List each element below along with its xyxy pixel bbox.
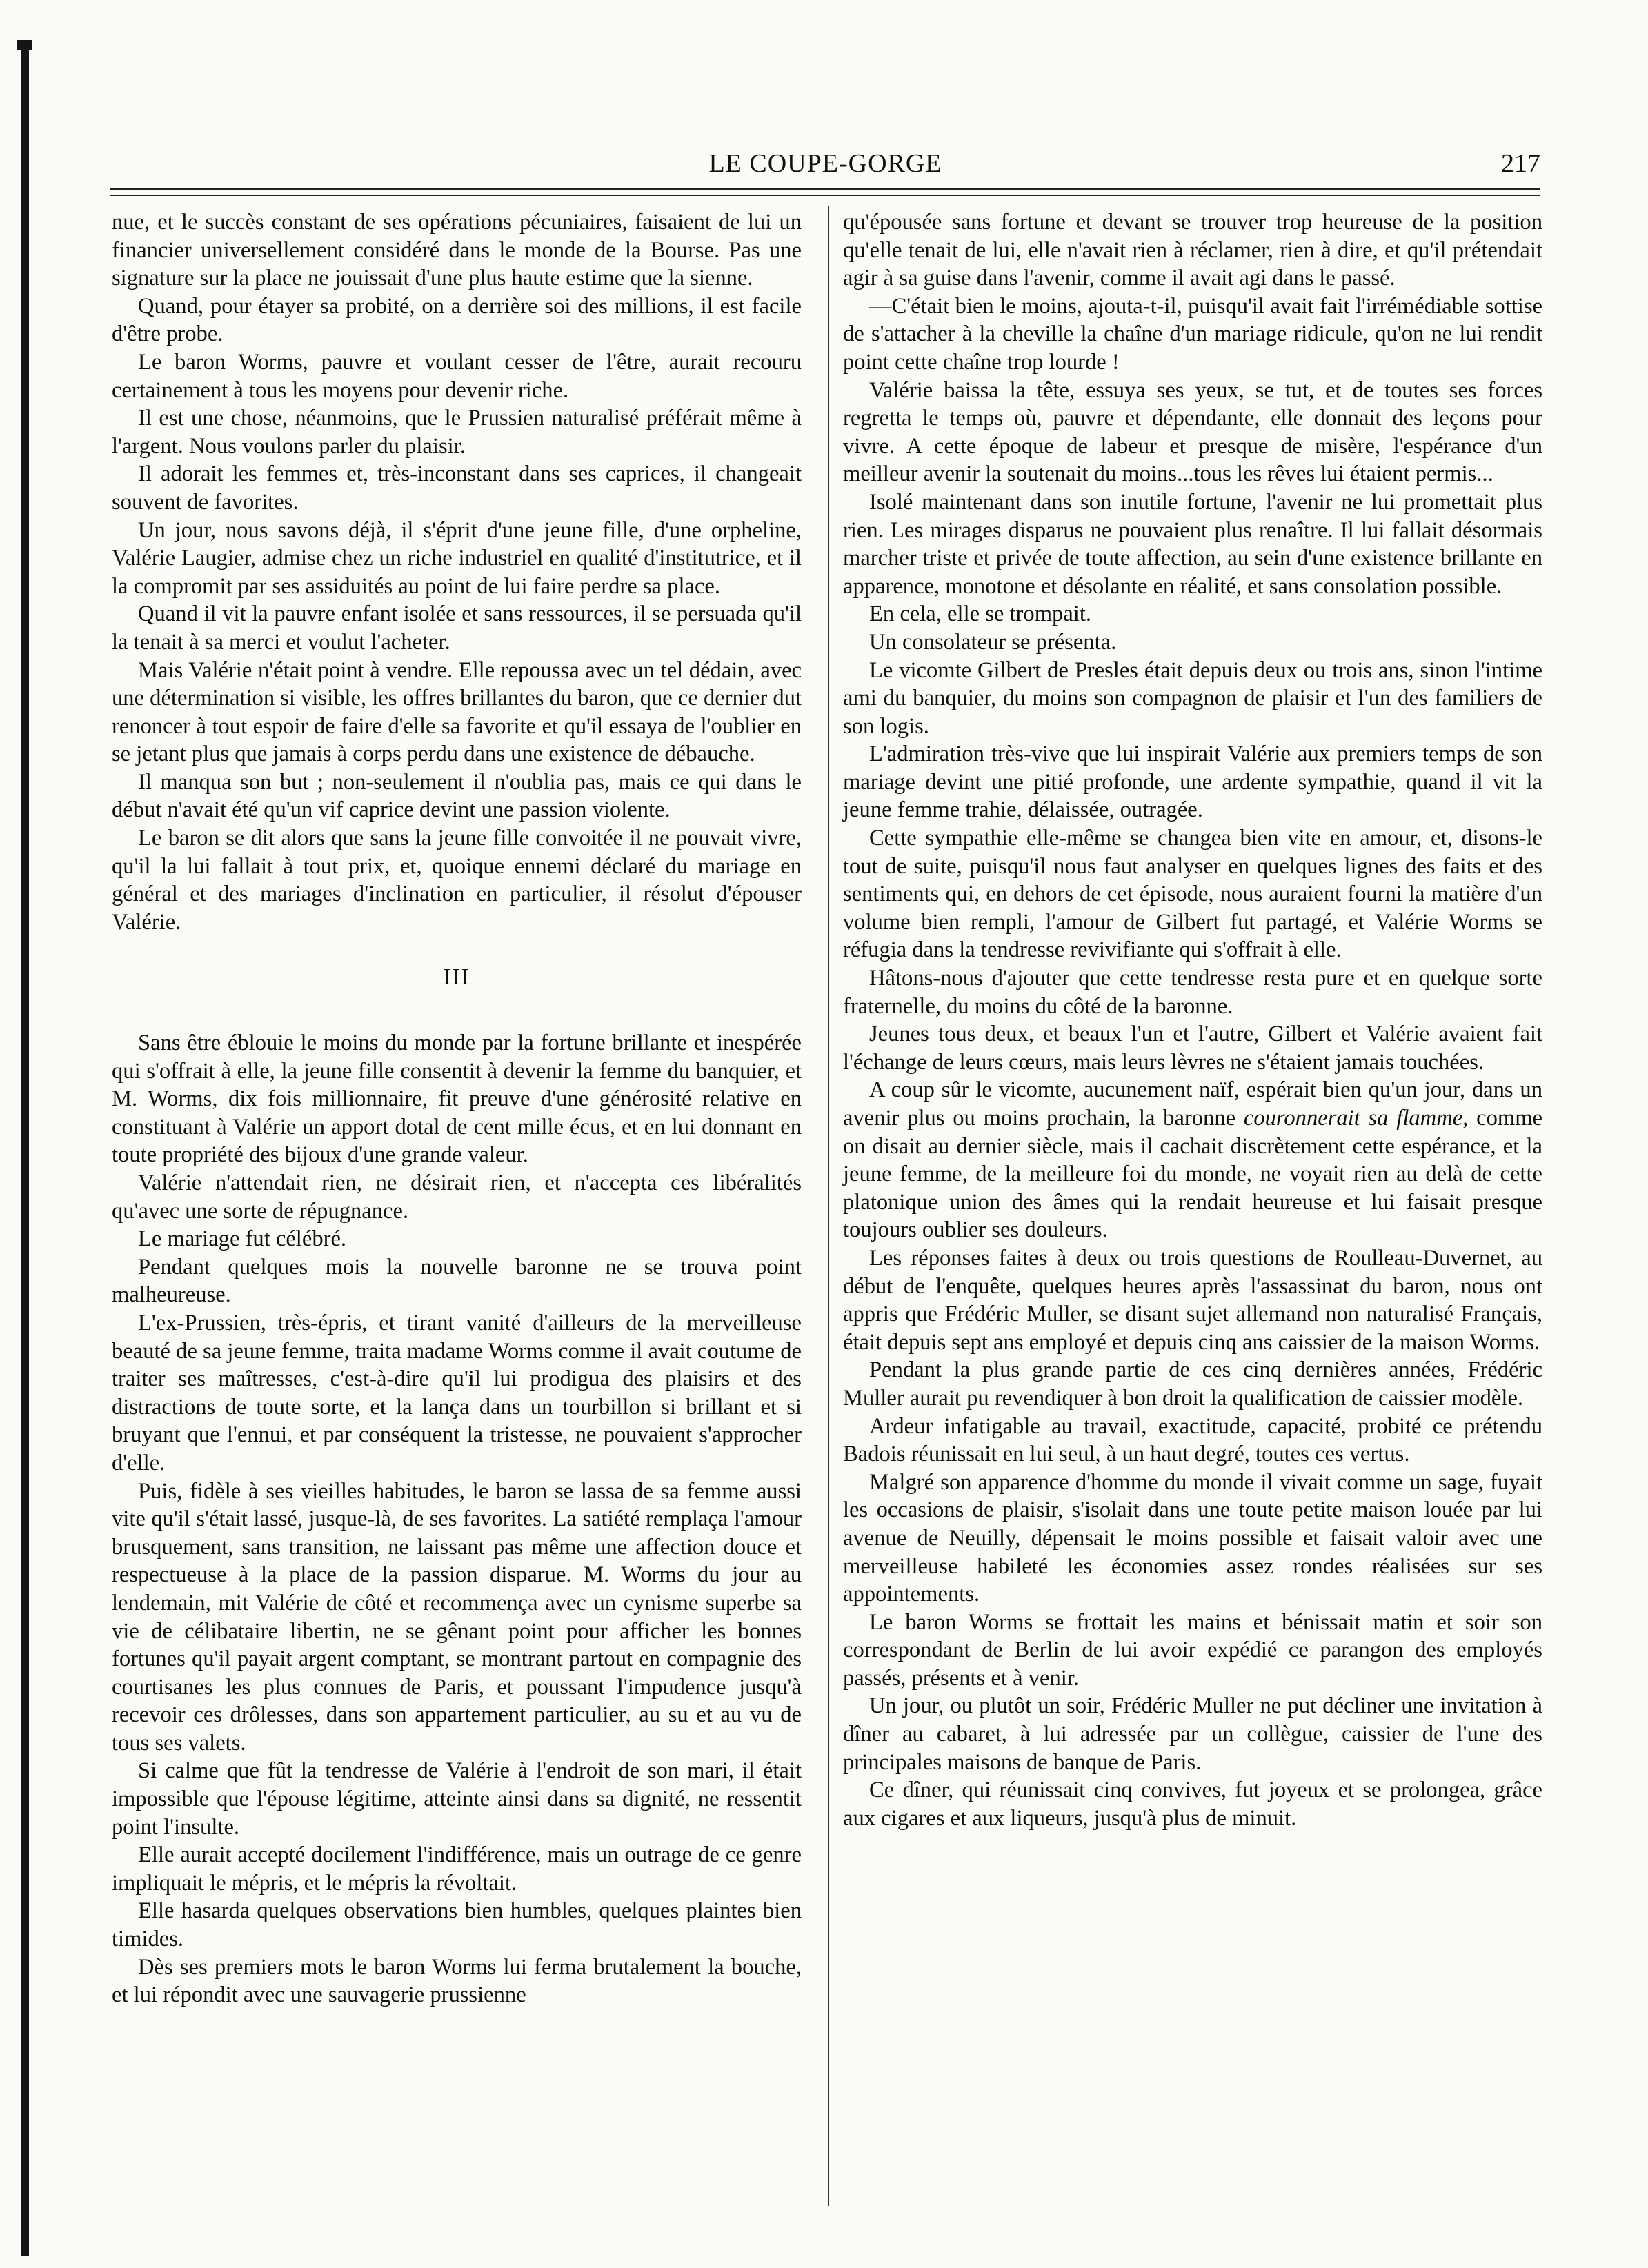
paragraph: Jeunes tous deux, et beaux l'un et l'autre, Gilbert et Valérie avaient fait l'échange de leurs cœurs, mais leurs lèvres ne s'étaient jamais touchées. <box>843 1022 1542 1075</box>
paragraph: Pendant quelques mois la nouvelle baronne ne se trouva point malheureuse. <box>112 1254 802 1308</box>
page-header <box>110 148 1540 190</box>
paragraph: Il manqua son but ; non-seulement il n'oublia pas, mais ce qui dans le début n'avait été qu'un vif caprice devint une passion violente. <box>112 769 802 823</box>
header-rule-thin <box>110 195 1540 196</box>
page-number: 217 <box>1501 149 1540 178</box>
paragraph: —C'était bien le moins, ajouta-t-il, puisqu'il avait fait l'irrémédiable sottise de s'attacher à la cheville la chaîne d'un mariage ridicule, qu'on ne lui rendit point cette chaîne trop lourde ! <box>843 293 1542 375</box>
paragraph: nue, et le succès constant de ses opérations pécuniaires, faisaient de lui un financier universellement considéré dans le monde de la Bourse. Pas une signature sur la place ne jouissait d'une plus haute estime que la sienne. <box>112 210 802 291</box>
left-column-text-after <box>112 1029 802 2009</box>
paragraph: qu'épousée sans fortune et devant se trouver trop heureuse de la position qu'elle tenait de lui, elle n'avait rien à réclamer, rien à dire, et qu'il prétendait agir à sa guise dans l'avenir, comme il avait agi dans le passé. <box>843 210 1542 291</box>
paragraph: Il est une chose, néanmoins, que le Prussien naturalisé préférait même à l'argent. Nous voulons parler du plaisir. <box>112 406 802 459</box>
paragraph: Il adorait les femmes et, très-inconstant dans ses caprices, il changeait souvent de favorites. <box>112 461 802 515</box>
paragraph: Le baron Worms, pauvre et voulant cesser de l'être, aurait recouru certainement à tous les moyens pour devenir riche. <box>112 349 802 403</box>
section-heading: III <box>443 964 470 991</box>
paragraph: Un jour, ou plutôt un soir, Frédéric Muller ne put décliner une invitation à dîner au cabaret, à lui adressée par un collègue, caissier de l'une des principales maisons de banque de Paris. <box>843 1693 1542 1775</box>
paragraph: Quand, pour étayer sa probité, on a derrière soi des millions, il est facile d'être probe. <box>112 293 802 347</box>
left-column-text-before <box>112 208 802 936</box>
paragraph: Dès ses premiers mots le baron Worms lui ferma brutalement la bouche, et lui répondit avec une sauvagerie prussienne <box>112 1954 802 2008</box>
header-rule-thick <box>110 188 1540 190</box>
paragraph: Cette sympathie elle-même se changea bien vite en amour, et, disons-le tout de suite, puisqu'il nous faut analyser en quelques lignes des faits et des sentiments qui, en dehors de cet épisode, nous auraient fourni la matière d'un volume bien rempli, l'amour de Gilbert fut partagé, et Valérie Worms se réfugia dans la tendresse revivifiante qui s'offrait à elle. <box>843 826 1542 963</box>
paragraph: Le mariage fut célébré. <box>138 1226 347 1252</box>
paragraph: Sans être éblouie le moins du monde par la fortune brillante et inespérée qui s'offrait à elle, la jeune fille consentit à devenir la femme du banquier, et M. Worms, dix fois millionnaire, fit preuve d'une générosité relative en constituant à Valérie un apport dotal de cent mille écus, et en lui donnant en toute propriété des bijoux d'une grande valeur. <box>112 1031 802 1168</box>
paragraph: Malgré son apparence d'homme du monde il vivait comme un sage, fuyait les occasions de plaisir, s'isolait dans une toute petite maison louée par lui avenue de Neuilly, dépensait le moins possible et faisait valoir avec une merveilleuse habileté les économies assez rondes réalisées sur ses appointements. <box>843 1469 1542 1607</box>
paragraph: Le baron Worms se frottait les mains et bénissait matin et soir son correspondant de Berlin de lui avoir expédié ce parangon des employés passés, présents et à venir. <box>843 1609 1542 1691</box>
binding-edge-mark <box>17 40 32 50</box>
right-column-text-after <box>843 1244 1542 1832</box>
paragraph: Le vicomte Gilbert de Presles était depuis deux ou trois ans, sinon l'intime ami du banquier, du moins son compagnon de plaisir et l'un des familiers de son logis. <box>843 657 1542 739</box>
paragraph: Elle hasarda quelques observations bien humbles, quelques plaintes bien timides. <box>112 1898 802 1952</box>
paragraph: Mais Valérie n'était point à vendre. Elle repoussa avec un tel dédain, avec une détermination si visible, les offres brillantes du baron, que ce dernier dut renoncer à tout espoir de faire d'elle sa favorite et qu'il essaya de l'oublier en se jetant plus que jamais à corps perdu dans une existence de débauche. <box>112 657 802 767</box>
paragraph: Valérie baissa la tête, essuya ses yeux, se tut, et de toutes ses forces regretta le temps où, pauvre et dépendante, elle donnait des leçons pour vivre. A cette époque de labeur et presque de misère, l'espérance d'un meilleur avenir la soutenait du moins...tous les rêves lui étaient permis... <box>843 377 1542 487</box>
paragraph: Si calme que fût la tendresse de Valérie à l'endroit de son mari, il était impossible que l'épouse légitime, atteinte ainsi dans sa dignité, ne ressentit point l'insulte. <box>112 1758 802 1840</box>
paragraph: Le baron se dit alors que sans la jeune fille convoitée il ne pouvait vivre, qu'il la lui fallait à tout prix, et, quoique ennemi déclaré du mariage en général et des mariages d'inclination en particulier, il résolut d'épouser Valérie. <box>112 826 802 935</box>
paragraph: L'admiration très-vive que lui inspirait Valérie aux premiers temps de son mariage devint une pitié profonde, une ardente sympathie, quand il vit la jeune femme trahie, délaissée, outragée. <box>843 742 1542 823</box>
paragraph: Un consolateur se présenta. <box>869 629 1117 655</box>
right-column-text-before <box>843 208 1542 1076</box>
right-column <box>843 208 1542 1832</box>
paragraph: Ce dîner, qui réunissait cinq convives, fut joyeux et se prolongea, grâce aux cigares et aux liqueurs, jusqu'à plus de minuit. <box>843 1778 1542 1831</box>
paragraph: Les réponses faites à deux ou trois questions de Roulleau-Duvernet, au début de l'enquête, quelques heures après l'assassinat du baron, nous ont appris que Frédéric Muller, se disant sujet allemand non naturalisé Français, était depuis sept ans employé et depuis cinq ans caissier de la maison Worms. <box>843 1245 1542 1355</box>
paragraph: Elle aurait accepté docilement l'indifférence, mais un outrage de ce genre impliquait le mépris, et le mépris la révoltait. <box>112 1842 802 1896</box>
paragraph: Valérie n'attendait rien, ne désirait rien, et n'accepta ces libéralités qu'avec une sorte de répugnance. <box>112 1171 802 1224</box>
italic-phrase: couronnerait sa flamme, <box>1243 1106 1469 1131</box>
paragraph: Pendant la plus grande partie de ces cinq dernières années, Frédéric Muller aurait pu revendiquer à bon droit la qualification de caissier modèle. <box>843 1357 1542 1411</box>
paragraph: Hâtons-nous d'ajouter que cette tendresse resta pure et en quelque sorte fraternelle, du moins du côté de la baronne. <box>843 966 1542 1019</box>
binding-edge-bar <box>21 41 29 2256</box>
column-divider <box>828 206 829 2206</box>
paragraph: L'ex-Prussien, très-épris, et tirant vanité d'ailleurs de la merveilleuse beauté de sa jeune femme, traita madame Worms comme il avait coutume de traiter ses maîtresses, c'est-à-dire qu'il lui prodigua des plaisirs et des distractions de toute sorte, et la lança dans un tourbillon si brillant et si bruyant que l'ennui, et par conséquent la tristesse, ne pouvaient s'approcher d'elle. <box>112 1310 802 1475</box>
paragraph: Quand il vit la pauvre enfant isolée et sans ressources, il se persuada qu'il la tenait à sa merci et voulut l'acheter. <box>112 601 802 655</box>
running-title: LE COUPE-GORGE <box>708 149 942 178</box>
paragraph: En cela, elle se trompait. <box>869 601 1092 627</box>
paragraph: Un jour, nous savons déjà, il s'éprit d'une jeune fille, d'une orpheline, Valérie Laugier, admise chez un riche industriel en qualité d'institutrice, et il la compromit par ses assiduités au point de lui faire perdre sa place. <box>112 517 802 599</box>
paragraph: Isolé maintenant dans son inutile fortune, l'avenir ne lui promettait plus rien. Les mirages disparus ne pouvaient plus renaître. Il lui fallait désormais marcher triste et privée de toute affection, au sein d'une existence brillante en apparence, monotone et désolante en réalité, et sans consolation possible. <box>843 489 1542 599</box>
paragraph: Ardeur infatigable au travail, exactitude, capacité, probité ce prétendu Badois réunissait en lui seul, à un haut degré, toutes ces vertus. <box>843 1413 1542 1467</box>
left-column <box>112 208 802 2009</box>
paragraph-italic: A coup sûr le vicomte, aucunement naïf, espérait bien qu'un jour, dans un avenir plus ou moins prochain, la baronne couronnerait sa flamme, comme on disait au dernier siècle, mais il cachait discrètement cette espérance, et la jeune femme, de la meilleure foi du monde, ne voyait rien au delà de cette platonique union des âmes qui la rendait heureuse et lui faisait presque toujours oublier ses douleurs. <box>843 1077 1543 1243</box>
paragraph: Puis, fidèle à ses vieilles habitudes, le baron se lassa de sa femme aussi vite qu'il s'était lassé, jusque-là, de ses favorites. La satiété remplaça l'amour brusquement, sans transition, ne laissant pas même une affection douce et respectueuse à la place de la passion disparue. M. Worms du jour au lendemain, mit Valérie de côté et recommença avec un cynisme superbe sa vie de célibataire libertin, ne se gênant point pour afficher les bonnes fortunes qu'il payait argent comptant, se montrant partout en compagnie des courtisanes les plus connues de Paris, et poussant l'impudence jusqu'à recevoir ces drôlesses, dans son appartement particulier, au su et au vu de tous ses valets. <box>112 1478 802 1755</box>
